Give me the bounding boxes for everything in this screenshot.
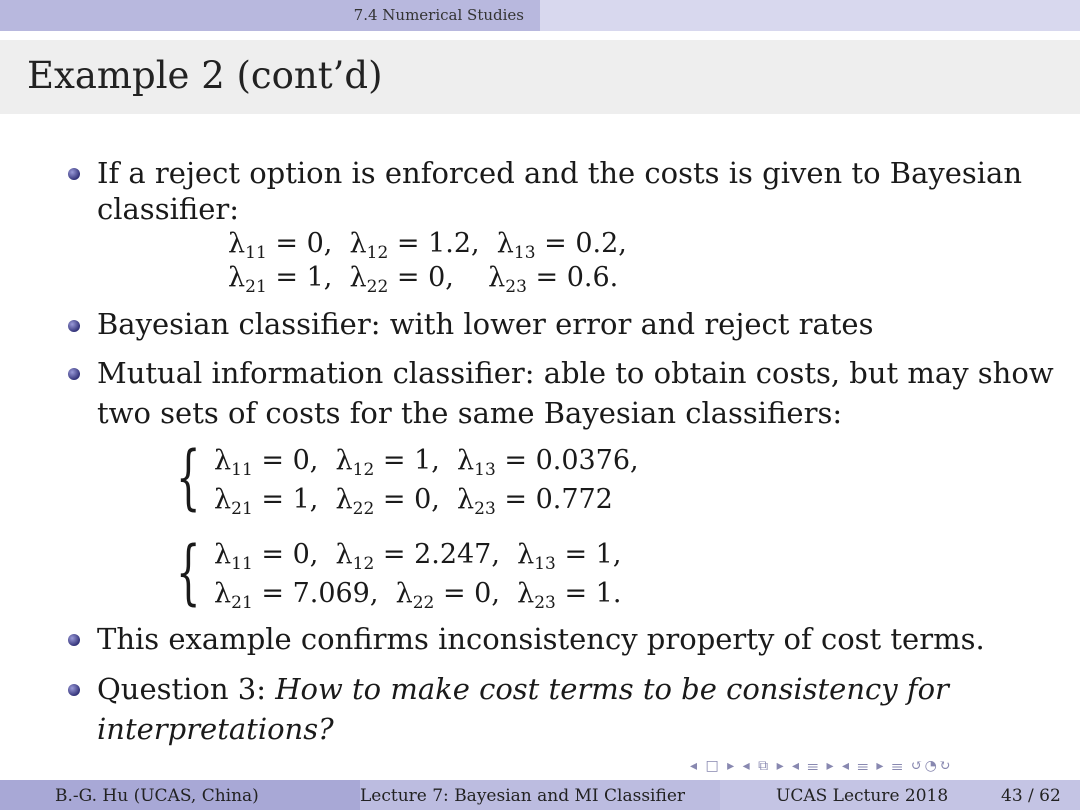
bullet-3-line-2: two sets of costs for the same Bayesian classifiers:: [97, 396, 843, 430]
prev-frame-icon[interactable]: ◂ □ ▸: [690, 758, 737, 774]
prev-section-icon[interactable]: ◂ ☰ ▸: [792, 758, 836, 774]
question-text: How to make cost terms to be consistency for: [275, 672, 949, 706]
value: 0: [292, 539, 310, 570]
bullet-marker: [68, 634, 80, 646]
value: 1: [306, 262, 324, 293]
slide-title: Example 2 (cont’d): [27, 54, 383, 97]
next-section-icon[interactable]: ◂ ☰ ▸: [841, 758, 886, 774]
bullet-3-line-1: Mutual information classifier: able to obtain costs, but may show: [97, 356, 1054, 390]
value: 1: [414, 445, 432, 476]
value: 1: [595, 578, 613, 609]
footer-page-number: 43 / 62: [1001, 786, 1061, 806]
footer-left: [0, 780, 360, 810]
value: 0.0376: [535, 445, 631, 476]
bullet-5-line-1: [97, 670, 949, 708]
value: 1: [595, 539, 613, 570]
value: 7.069: [292, 578, 370, 609]
left-brace: {: [176, 436, 201, 518]
bullet-marker: [68, 168, 80, 180]
footer-venue: UCAS Lecture 2018: [776, 786, 949, 806]
footer-lecture: Lecture 7: Bayesian and MI Classifier: [360, 786, 686, 806]
align-icon[interactable]: ☰: [891, 758, 905, 774]
bullet-1-line-1: If a reject option is enforced and the costs is given to Bayesian: [97, 156, 1023, 190]
bullet-marker: [68, 368, 80, 380]
value: 0.2: [575, 228, 619, 259]
value: 0: [474, 578, 492, 609]
value: 1.2: [428, 228, 472, 259]
value: 1: [292, 484, 310, 515]
set-a-row-2: $\lambda_{21} = 1$, $\lambda_{22} = 0$, $\lambda_{23} = 0.772$: [214, 484, 613, 519]
prev-subsection-icon[interactable]: ◂ ⧉ ▸: [742, 758, 786, 774]
bullet-2-line-1: Bayesian classifier: with lower error and reject rates: [97, 307, 874, 341]
left-brace: {: [176, 531, 201, 613]
cost-equation-row-1: $\lambda_{11} = 0$, $\lambda_{12} = 1.2$, $\lambda_{13} = 0.2$,: [228, 228, 627, 263]
value: 2.247: [414, 539, 492, 570]
set-b-row-2: $\lambda_{21} = 7.069$, $\lambda_{22} = 0$, $\lambda_{23} = 1$.: [214, 578, 622, 613]
cost-equation-row-2: $\lambda_{21} = 1$, $\lambda_{22} = 0$, $\lambda_{23} = 0.6$.: [228, 262, 619, 297]
bullet-marker: [68, 320, 80, 332]
bullet-1-line-2: classifier:: [97, 192, 239, 226]
value: 0: [428, 262, 446, 293]
set-a-row-1: $\lambda_{11} = 0$, $\lambda_{12} = 1$, $\lambda_{13} = 0.0376$,: [214, 445, 639, 480]
beamer-navigation: [690, 758, 953, 774]
set-b-row-1: $\lambda_{11} = 0$, $\lambda_{12} = 2.247$, $\lambda_{13} = 1$,: [214, 539, 622, 574]
bullet-5-line-2: interpretations?: [97, 712, 334, 746]
search-icon[interactable]: ↺◔↻: [910, 758, 953, 774]
value: 0.6: [566, 262, 610, 293]
value: 0: [306, 228, 324, 259]
value: 0: [292, 445, 310, 476]
bullet-4-line-1: This example confirms inconsistency property of cost terms.: [97, 622, 985, 656]
footer-middle: [360, 780, 720, 810]
footer-author: B.-G. Hu (UCAS, China): [55, 786, 259, 806]
bullet-marker: [68, 684, 80, 696]
footer-bar: [0, 780, 1080, 810]
section-title[interactable]: 7.4 Numerical Studies: [0, 0, 540, 31]
value: 0: [414, 484, 432, 515]
value: 0.772: [535, 484, 613, 515]
question-label: Question 3:: [97, 672, 276, 706]
